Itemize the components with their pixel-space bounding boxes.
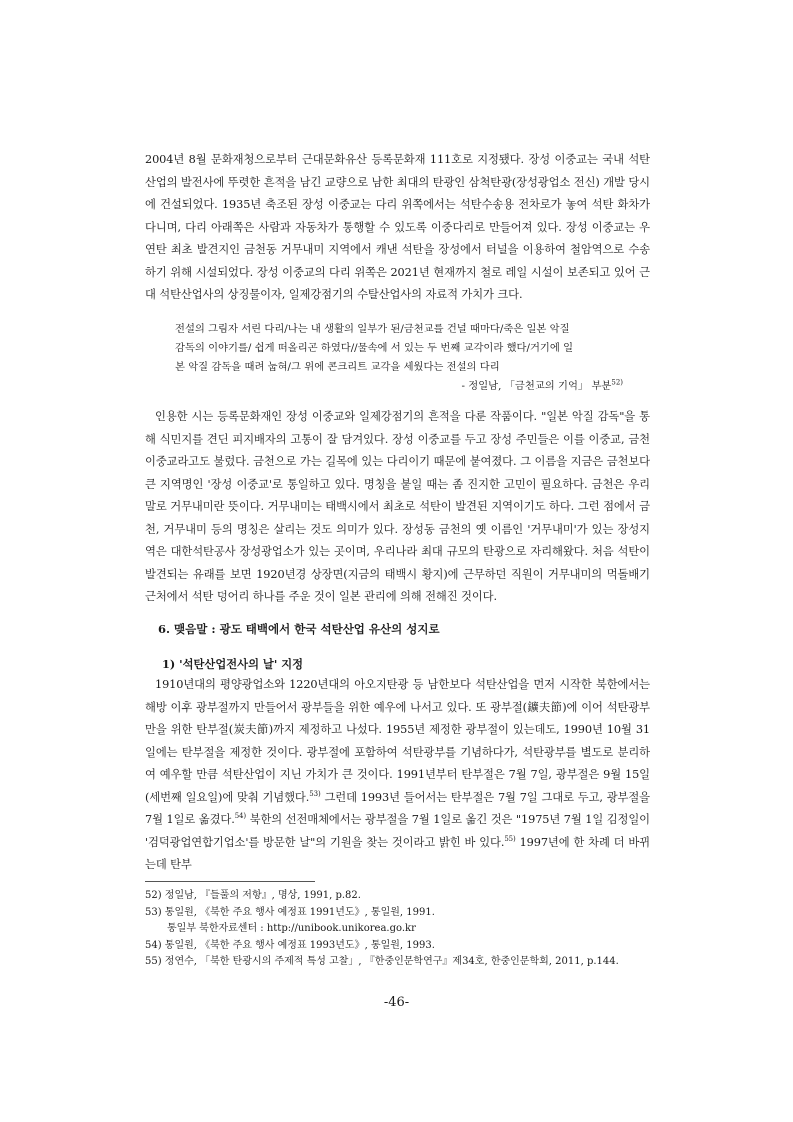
footnote-ref-52: 52) (611, 378, 623, 387)
footnote-55: 55) 정연수, 「북한 탄광시의 주제적 특성 고찰」, 『한중인문학연구』제34호, 한중인문학회, 2011, p.144. (145, 956, 619, 968)
poem-line-2: 감독의 이야기를/ 쉽게 떠올리곤 하였다//물속에 서 있는 두 번째 교각이라 했다/거기에 일 (175, 342, 574, 354)
footnote-ref-54: 54) (234, 812, 247, 821)
footnote-53: 53) 통일원, 《북한 주요 행사 예정표 1991년도》, 통일원, 1991. (145, 906, 435, 918)
footnotes (145, 888, 650, 971)
poem-quotation (175, 320, 623, 396)
poem-line-3: 본 악질 감독을 때려 눕혀/그 위에 콘크리트 교각을 세웠다는 전설의 다리 (175, 361, 500, 373)
footnote-ref-55: 55) (504, 834, 516, 843)
poem-source (175, 377, 623, 396)
subsection-heading: 1) '석탄산업전사의 날' 지정 (162, 657, 304, 671)
body-paragraph-3 (145, 674, 650, 877)
footnote-53-continuation: 통일부 북한자료센터 : http://unibook.unikorea.go.kr (167, 923, 416, 935)
footnote-54: 54) 통일원, 《북한 주요 행사 예정표 1993년도》, 통일원, 1993. (145, 939, 435, 951)
paragraph3-text-1: 1910년대의 평양광업소와 1220년대의 아오지탄광 등 남한보다 석탄산업을 먼저 시작한 북한에서는 해방 이후 광부절까지 만들어서 광부들을 위한 예우에 나서고 있다. 또 광부절(鑛夫節)에 이어 석탄광부만을 위한 탄부절(炭夫節)까지 제정하고 나섰다. 1955년 제정한 광부절이 있는데도, 1990년 10월 31일에는 탄부절을 제정한 것이다. 광부절에 포함하여 석탄광부를 기념하다가, 석탄광부를 별도로 분리하여 예우할 만큼 석탄산업이 지닌 가치가 큰 것이다. 1991년부터 탄부절은 7월 7일, 광부절은 9월 15일(세번째 일요일)에 맞춰 기념했다. (145, 678, 651, 804)
poem-line-1: 전설의 그림자 서린 다리/나는 내 생활의 일부가 된/금천교를 건널 때마다/죽은 일본 악질 (175, 323, 570, 335)
paragraph3-text-4: 1997년에 한 차례 더 바뀌는데 탄부 (145, 835, 650, 871)
footnote-52: 52) 정일남, 『들풀의 저항』, 명상, 1991, p.82. (145, 890, 361, 901)
body-paragraph-1: 2004년 8월 문화재청으로부터 근대문화유산 등록문화재 111호로 지정됐다. 장성 이중교는 국내 석탄산업의 발전사에 뚜렷한 흔적을 남긴 교량으로 남한 최대의 탄광인 삼척탄광(장성광업소 전신) 개발 당시에 건설되었다. 1935년 축조된 장성 이중교는 다리 위쪽에서는 석탄수송용 전차로가 놓여 석탄 화차가 다니며, 다리 아래쪽은 사람과 자동차가 통행할 수 있도록 이중다리로 만들어져 있다. 장성 이중교는 우연탄 최초 발견지인 금천동 거무내미 지역에서 캐낸 석탄을 장성에서 터널을 이용하여 철암역으로 수송하기 위해 시설되었다. 장성 이중교의 다리 위쪽은 2021년 현재까지 철로 레일 시설이 보존되고 있어 근대 석탄산업사의 상징물이자, 일제강점기의 수탈산업사의 자료적 가치가 크다. (145, 153, 650, 301)
page-number: -46- (383, 995, 410, 1010)
poem-source-text: - 정일남, 「금천교의 기억」 부분 (461, 380, 612, 392)
paragraph3-text-2: 그런데 1993년 들어서는 탄부절은 7월 7일 그대로 두고, 광부절을 7월 1일로 옮겼다. (145, 790, 650, 826)
paragraph3-text-3: 북한의 선전매체에서는 광부절을 7월 1일로 옮긴 것은 "1975년 7월 1일 김정일이 '검덕광업연합기업소'를 방문한 날"의 기원을 찾는 것이라고 밝힌 바 있다. (145, 813, 650, 849)
footnote-divider (145, 881, 315, 882)
footnote-ref-53: 53) (309, 789, 321, 798)
body-paragraph-2: 인용한 시는 등록문화재인 장성 이중교와 일제강점기의 흔적을 다룬 작품이다. "일본 악질 감독"을 통해 식민지를 견딘 피지배자의 고통이 잘 담겨있다. 장성 이중교를 두고 장성 주민들은 이를 이중교, 금천 이중교라고도 불렀다. 금천으로 가는 길목에 있는 다리이기 때문에 붙여졌다. 그 이름을 지금은 금천보다 큰 지역명인 '장성 이중교'로 통일하고 있다. 명칭을 붙일 때는 좀 진지한 고민이 필요하다. 금천은 우리말로 거무내미란 뜻이다. 거무내미는 태백시에서 최초로 석탄이 발견된 지역이기도 하다. 그런 점에서 금천, 거무내미 등의 명칭은 살리는 것도 의미가 있다. 장성동 금천의 옛 이름인 '거무내미'가 있는 장성지역은 대한석탄공사 장성광업소가 있는 곳이며, 우리나라 최대 규모의 탄광으로 자리해왔다. 처음 석탄이 발견되는 유래를 보면 1920년경 상장면(지금의 태백시 황지)에 근무하던 직원이 거무내미의 먹돌배기 근처에서 석탄 덩어리 하나를 주운 것이 일본 관리에 의해 전해진 것이다. (145, 410, 650, 603)
section-heading: 6. 맺음말 : 광도 태백에서 한국 석탄산업 유산의 성지로 (158, 622, 440, 636)
